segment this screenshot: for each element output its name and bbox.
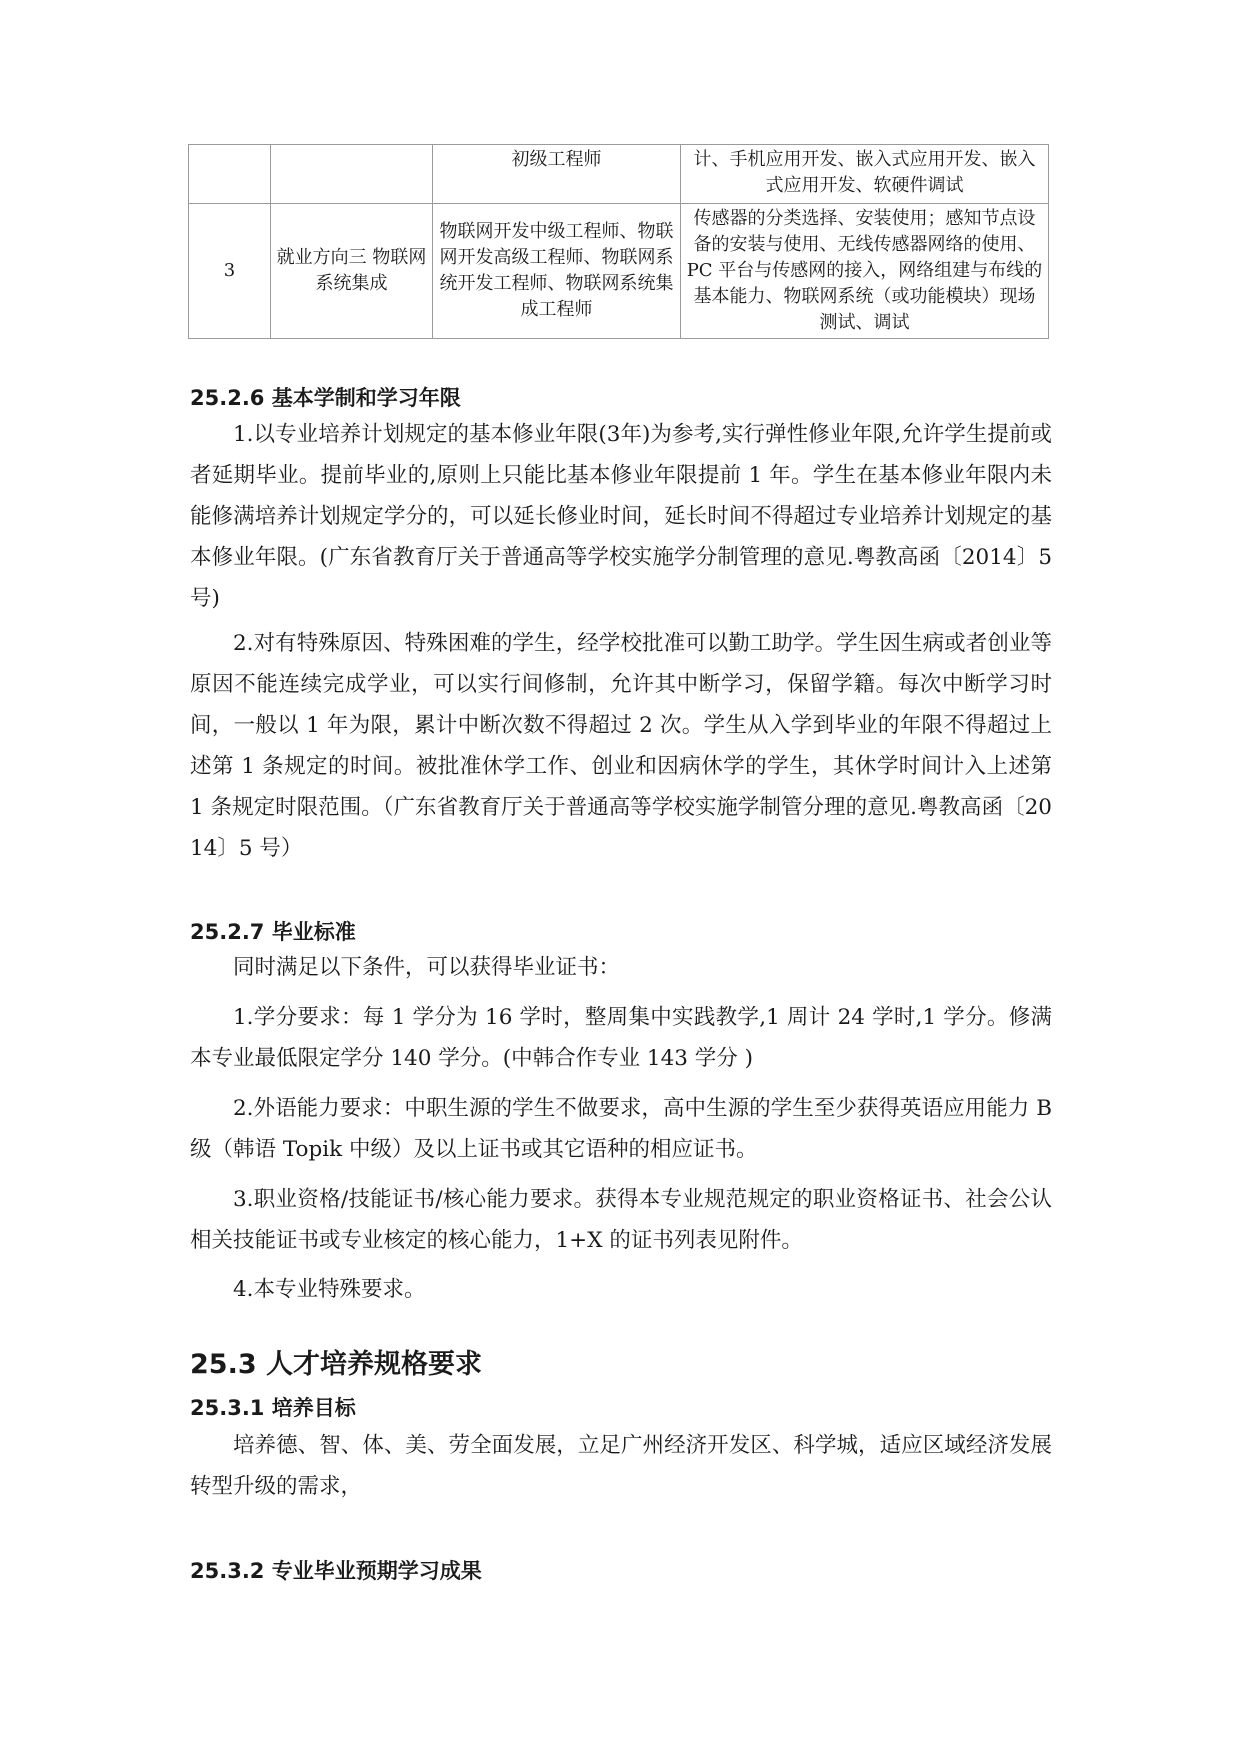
- employment-direction-table: [188, 144, 1049, 339]
- table-row: [189, 204, 1049, 339]
- section-heading-3-1: 25.3.1 培养目标: [190, 1396, 356, 1420]
- section-heading-3: 25.3 人才培养规格要求: [190, 1349, 483, 1380]
- paragraph-certificate-requirement: 3.职业资格/技能证书/核心能力要求。获得本专业规范规定的职业资格证书、社会公认相关技能证书或专业核定的核心能力，1+X 的证书列表见附件。: [190, 1187, 1052, 1253]
- table-row: [189, 145, 1049, 204]
- row-number-cell: 3: [189, 204, 271, 339]
- paragraph-study-years: 1.以专业培养计划规定的基本修业年限(3年)为参考,实行弹性修业年限,允许学生提前或者延期毕业。提前毕业的,原则上只能比基本修业年限提前 1 年。学生在基本修业年限内未能修满培养计划规定学分的，可以延长修业时间，延长时间不得超过专业培养计划规定的基本修业年限。(广东省教育厅关于普通高等学校实施学分制管理的意见.粤教高函〔2014〕5 号): [190, 422, 1052, 611]
- direction-cell: [271, 145, 433, 204]
- direction-cell: 就业方向三 物联网系统集成: [271, 204, 433, 339]
- positions-cell: 物联网开发中级工程师、物联网开发高级工程师、物联网系统开发工程师、物联网系统集成工程师: [433, 204, 681, 339]
- section-heading-2-6: 25.2.6 基本学制和学习年限: [190, 386, 461, 410]
- row-number-cell: [189, 145, 271, 204]
- section-heading-3-2: 25.3.2 专业毕业预期学习成果: [190, 1559, 482, 1583]
- paragraph-language-requirement: 2.外语能力要求：中职生源的学生不做要求，高中生源的学生至少获得英语应用能力 B 级（韩语 Topik 中级）及以上证书或其它语种的相应证书。: [190, 1096, 1052, 1162]
- paragraph-suspension: 2.对有特殊原因、特殊困难的学生，经学校批准可以勤工助学。学生因生病或者创业等原因不能连续完成学业，可以实行间修制，允许其中断学习，保留学籍。每次中断学习时间，一般以 1 年为限，累计中断次数不得超过 2 次。学生从入学到毕业的年限不得超过上述第 1 条规定的时间。被批准休学工作、创业和因病休学的学生，其休学时间计入上述第 1 条规定时限范围。（广东省教育厅关于普通高等学校实施学制管分理的意见.粤教高函〔2014〕5 号）: [190, 631, 1052, 861]
- skills-cell: 计、手机应用开发、嵌入式应用开发、嵌入式应用开发、软硬件调试: [681, 145, 1049, 204]
- positions-cell: 初级工程师: [433, 145, 681, 204]
- paragraph-credit-requirement: 1.学分要求：每 1 学分为 16 学时，整周集中实践教学,1 周计 24 学时,1 学分。修满本专业最低限定学分 140 学分。(中韩合作专业 143 学分 ): [190, 1005, 1052, 1071]
- section-heading-2-7: 25.2.7 毕业标准: [190, 920, 356, 944]
- paragraph-special-requirement: 4.本专业特殊要求。: [233, 1277, 426, 1302]
- skills-cell: 传感器的分类选择、安装使用；感知节点设备的安装与使用、无线传感器网络的使用、PC 平台与传感网的接入，网络组建与布线的基本能力、物联网系统（或功能模块）现场测试、调试: [681, 204, 1049, 339]
- paragraph-graduation-intro: 同时满足以下条件，可以获得毕业证书：: [233, 955, 621, 980]
- paragraph-training-goal: 培养德、智、体、美、劳全面发展，立足广州经济开发区、科学城，适应区域经济发展转型升级的需求，: [190, 1433, 1052, 1499]
